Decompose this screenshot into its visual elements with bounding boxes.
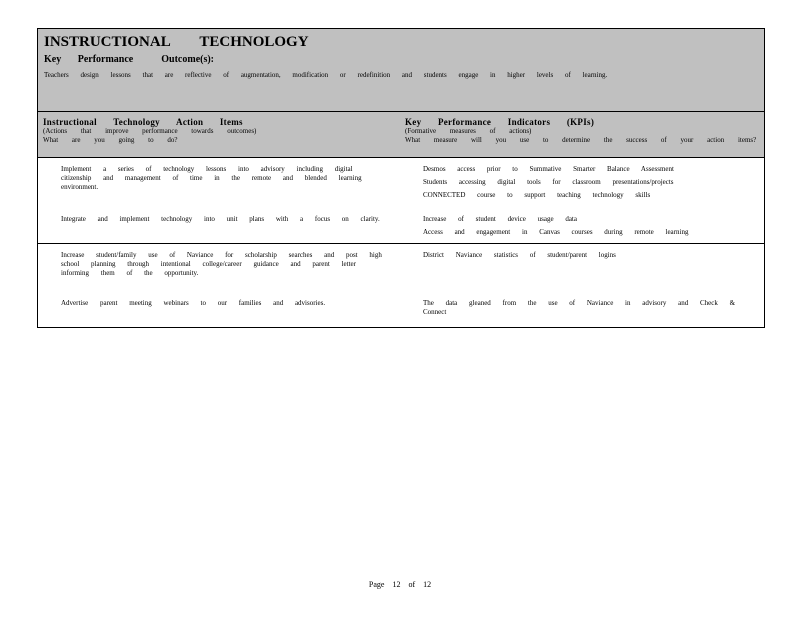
action-items-heading: Instructional Technology Action Items (43, 117, 243, 127)
page-title: INSTRUCTIONAL TECHNOLOGY (44, 34, 309, 50)
action-items-question: What are you going to do? (43, 136, 178, 144)
column-headings (38, 112, 764, 158)
action-item-text: Implement a series of technology lessons into advisory including digital citizenship and management of time in the remote and blended learning environment. (61, 165, 362, 191)
section-technology (38, 158, 764, 244)
right-column-heading (405, 118, 756, 145)
kpi-question: What measure will you use to determine the success of your action items? (405, 136, 757, 144)
page-number: Page 12 of 12 (368, 580, 432, 589)
kpi-text: Students accessing digital tools for classroom presentations/projects (423, 178, 674, 186)
kpi-heading: Key Performance Indicators (KPIs) (405, 117, 595, 127)
kpo-label-part2: Outcome(s): (161, 54, 215, 65)
left-column-heading (43, 118, 256, 145)
kpi-text: Access and engagement in Canvas courses during remote learning (423, 228, 689, 236)
action-items-subtitle: (Actions that improve performance towards outcomes) (43, 127, 257, 135)
section-naviance (38, 244, 764, 327)
outcome-text: Teachers design lessons that are reflective of augmentation, modification or redefinition and students engage in higher levels of learning. (44, 71, 608, 79)
document-table (37, 28, 765, 328)
kpi-text: Increase of student device usage data (423, 215, 577, 223)
kpi-text: District Naviance statistics of student/parent logins (423, 251, 616, 259)
kpi-text: The data gleaned from the use of Naviance in advisory and Check & Connect (423, 299, 736, 316)
kpo-label-part1: Key Performance (44, 54, 134, 65)
kpi-subtitle: (Formative measures of actions) (405, 127, 532, 135)
action-item-text: Increase student/family use of Naviance for scholarship searches and post high school planning through intentional college/career guidance and parent letter informing them of the opportunity. (61, 251, 382, 277)
kpi-text: Desmos access prior to Summative Smarter Balance Assessment (423, 165, 674, 173)
kpi-text: CONNECTED course to support teaching technology skills (423, 191, 651, 199)
key-performance-outcome-label (44, 54, 758, 65)
action-item-text: Integrate and implement technology into unit plans with a focus on clarity. (61, 215, 380, 223)
action-item-text: Advertise parent meeting webinars to our families and advisories. (61, 299, 326, 307)
section-header (38, 29, 764, 112)
